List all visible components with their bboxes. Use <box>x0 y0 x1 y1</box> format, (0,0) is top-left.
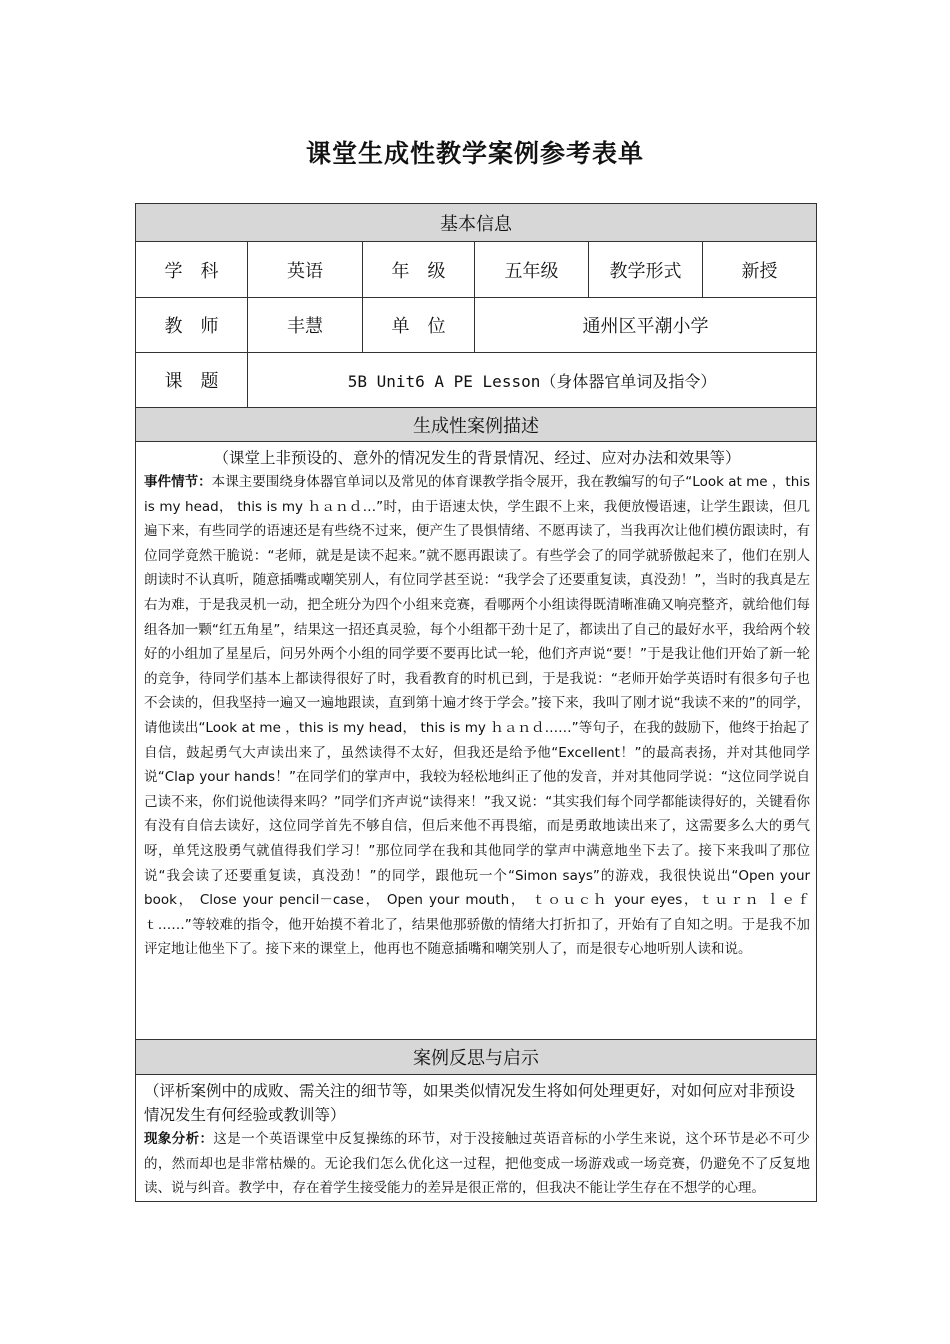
topic-value: 5B Unit6 A PE Lesson（身体器官单词及指令） <box>248 353 817 408</box>
grade-label: 年 级 <box>363 242 475 298</box>
reflection-paragraph <box>144 1127 810 1201</box>
case-text: 本课主要围绕身体器官单词以及常见的体育课教学指令展开，我在教编写的句子“Look at me ，this is my head， this is my ｈａｎｄ…”时，由于语速太快，学生跟不上来，我便放慢语速，让学生跟读，但几遍下来，有些同学的语速还是有些绕不过来，便产生了畏惧情绪、不愿再读了，当我再次让他们模仿跟读时，有位同学竟然干脆说：“老师，就是是读不起来。”就不愿再跟读了。有些学会了的同学就骄傲起来了，他们在别人朗读时不认真听，随意插嘴或嘲笑别人，有位同学甚至说：“我学会了还要重复读，真没劲！”，当时的我真是左右为难，于是我灵机一动，把全班分为四个小组来竞赛，看哪两个小组读得既清晰准确又响亮整齐，就给他们每组各加一颗“红五角星”，结果这一招还真灵验，每个小组都干劲十足了，都读出了自己的最好水平，我给两个较好的小组加了星星后，问另外两个小组的同学要不要再比试一轮，他们齐声说“要！”于是我让他们开始了新一轮的竞争，待同学们基本上都读得很好了时，我看教育的时机已到，于是我说：“老师开始学英语时有很多句子也不会读的，但我坚持一遍又一遍地跟读，直到第十遍才终于学会。”接下来，我叫了刚才说“我读不来的”的同学，请他读出“Look at me ，this is my head， this is my ｈａｎｄ……”等句子，在我的鼓励下，他终于抬起了自信，鼓起勇气大声读出来了，虽然读得不太好，但我还是给予他“Excellent！”的最高表扬，并对其他同学说“Clap your hands！”在同学们的掌声中，我较为轻松地纠正了他的发音，并对其他同学说：“这位同学说自己读不来，你们说他读得来吗？”同学们齐声说“读得来！”我又说：“其实我们每个同学都能读得好的，关键看你有没有自信去读好，这位同学首先不够自信，但后来他不再畏缩，而是勇敢地读出来了，这需要多么大的勇气呀，单凭这股勇气就值得我们学习！”那位同学在我和其他同学的掌声中满意地坐下去了。接下来我叫了那位说“我会读了还要重复读，真没劲！”的同学，跟他玩一个“Simon says”的游戏，我很快说出“Open your book， Close your pencil－case， Open your mouth， ｔｏｕｃｈ your eyes，ｔｕｒｎ ｌｅｆｔ……”等较难的指令，他开始摸不着北了，结果他那骄傲的情绪大打折扣了，开始有了自知之明。于是我不加评定地让他坐下了。接下来的课堂上，他再也不随意插嘴和嘲笑别人了，而是很专心地听别人读和说。 <box>144 474 811 958</box>
section-header-basic: 基本信息 <box>136 204 817 242</box>
case-paragraph <box>144 470 810 962</box>
case-lead: 事件情节： <box>144 474 212 490</box>
case-description-cell <box>136 442 817 1040</box>
teacher-label: 教 师 <box>136 298 248 353</box>
case-note: （课堂上非预设的、意外的情况发生的背景情况、经过、应对办法和效果等） <box>213 449 741 467</box>
subject-value: 英语 <box>248 242 363 298</box>
form-value: 新授 <box>703 242 817 298</box>
unit-value: 通州区平潮小学 <box>475 298 817 353</box>
topic-label: 课 题 <box>136 353 248 408</box>
unit-label: 单 位 <box>363 298 475 353</box>
reflection-lead: 现象分析： <box>144 1131 214 1147</box>
form-label: 教学形式 <box>589 242 703 298</box>
section-header-reflection: 案例反思与启示 <box>136 1040 817 1075</box>
teacher-value: 丰慧 <box>248 298 363 353</box>
case-form-table <box>135 203 817 1202</box>
reflection-text: 这是一个英语课堂中反复操练的环节，对于没接触过英语音标的小学生来说，这个环节是必不可少的，然而却也是非常枯燥的。无论我们怎么优化这一过程，把他变成一场游戏或一场竞赛，仍避免不了反复地读、说与纠音。教学中，存在着学生接受能力的差异是很正常的，但我决不能让学生存在不想学的心理。 <box>144 1131 811 1197</box>
subject-label: 学 科 <box>136 242 248 298</box>
page-title: 课堂生成性教学案例参考表单 <box>305 139 644 168</box>
section-header-case: 生成性案例描述 <box>136 408 817 442</box>
reflection-cell <box>136 1075 817 1202</box>
grade-value: 五年级 <box>475 242 589 298</box>
reflection-note: （评析案例中的成败、需关注的细节等，如果类似情况发生将如何处理更好，对如何应对非预设情况发生有何经验或教训等） <box>144 1082 796 1124</box>
